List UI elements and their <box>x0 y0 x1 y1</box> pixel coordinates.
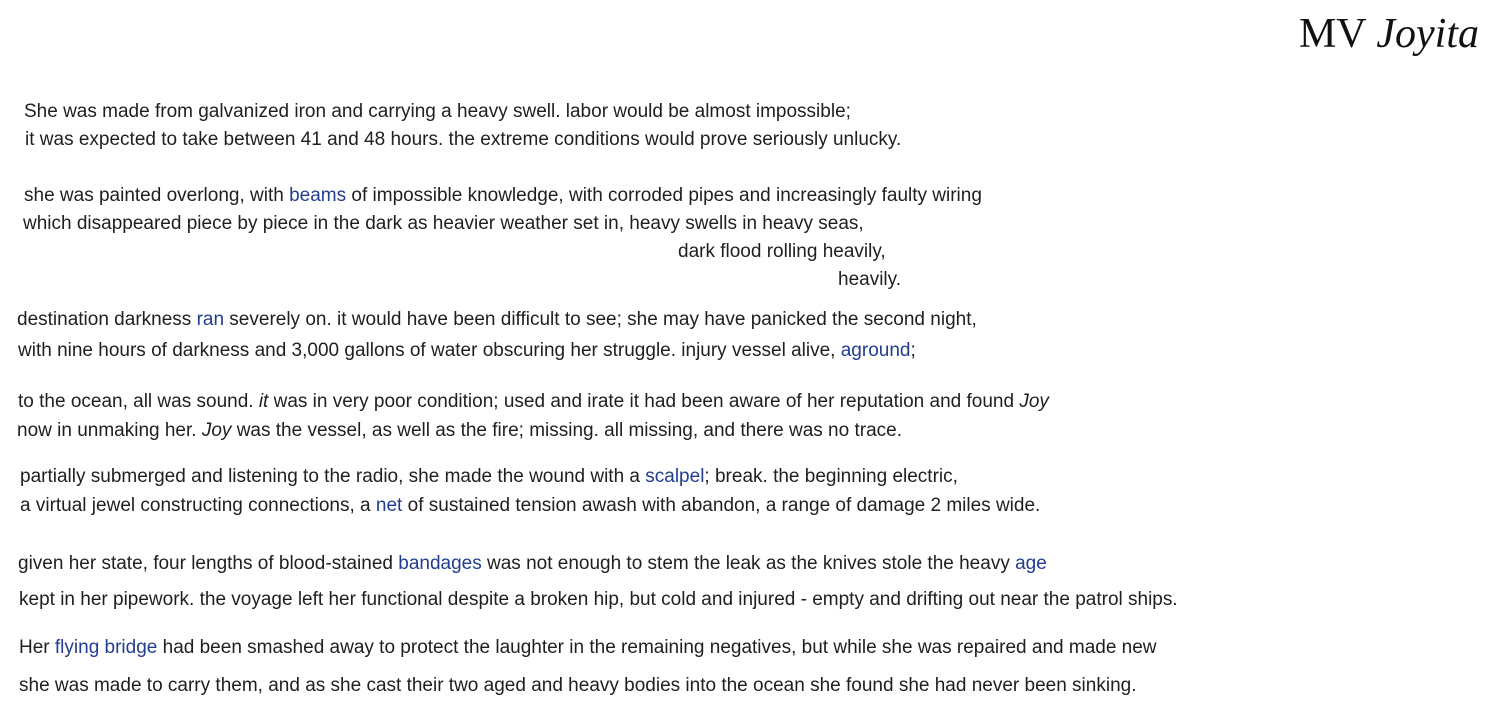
line-text: given her state, four lengths of blood-stained <box>18 553 399 574</box>
poem-line <box>25 128 901 152</box>
title-prefix: MV <box>1298 11 1366 57</box>
poem-line <box>24 184 982 208</box>
italic-word: Joy <box>1019 391 1049 412</box>
italic-word: Joy <box>201 420 232 441</box>
poem-line <box>678 240 886 264</box>
poem-line <box>838 268 901 292</box>
highlighted-word: net <box>375 495 403 516</box>
highlighted-word: ran <box>196 309 225 330</box>
highlighted-word: scalpel <box>645 466 705 487</box>
line-text: it was expected to take between 41 and 48 hours. the extreme conditions would prove seriously unlucky. <box>25 129 902 150</box>
poem-line <box>17 419 902 443</box>
line-text: of sustained tension awash with abandon, a range of damage 2 miles wide. <box>402 495 1041 516</box>
poem-line <box>19 674 1136 698</box>
poem-line <box>17 308 977 332</box>
line-text: with nine hours of darkness and 3,000 gallons of water obscuring her struggle. injury vessel alive, <box>18 340 841 361</box>
line-text: destination darkness <box>17 309 197 330</box>
poem-line <box>18 552 1047 576</box>
line-text: ; <box>910 340 916 361</box>
line-text: now in unmaking her. <box>17 420 202 441</box>
line-text: was not enough to stem the leak as the knives stole the heavy <box>481 553 1016 574</box>
poem-line <box>18 339 916 363</box>
poem-line <box>19 636 1157 660</box>
line-text: of impossible knowledge, with corroded pipes and increasingly faulty wiring <box>346 185 982 206</box>
poem-line <box>20 494 1040 518</box>
line-text: was the vessel, as well as the fire; missing. all missing, and there was no trace. <box>231 420 902 441</box>
poem-line <box>20 465 958 489</box>
line-text: Her <box>19 637 55 658</box>
highlighted-word: flying bridge <box>54 637 158 658</box>
line-text: was in very poor condition; used and irate it had been aware of her reputation and found <box>268 391 1020 412</box>
line-text: She was made from galvanized iron and carrying a heavy swell. labor would be almost impossible; <box>24 101 851 122</box>
poem-title <box>1299 10 1479 58</box>
highlighted-word: bandages <box>398 553 482 574</box>
line-text: a virtual jewel constructing connections, a <box>20 495 376 516</box>
line-text: to the ocean, all was sound. <box>18 391 259 412</box>
italic-word: it <box>258 391 269 412</box>
line-text: kept in her pipework. the voyage left her functional despite a broken hip, but cold and injured - empty and drifting out near the patrol ships. <box>19 589 1178 610</box>
poem-line <box>18 390 1049 414</box>
highlighted-word: beams <box>289 185 347 206</box>
poem-line <box>19 588 1178 612</box>
line-text: dark flood rolling heavily, <box>678 241 886 262</box>
line-text: ; break. the beginning electric, <box>704 466 958 487</box>
highlighted-word: age <box>1015 553 1047 574</box>
line-text: she was made to carry them, and as she cast their two aged and heavy bodies into the ocean she found she had never been sinking. <box>19 675 1137 696</box>
highlighted-word: aground <box>840 340 911 361</box>
line-text: severely on. it would have been difficult to see; she may have panicked the second night, <box>224 309 977 330</box>
line-text: which disappeared piece by piece in the dark as heavier weather set in, heavy swells in heavy seas, <box>23 213 864 234</box>
line-text: had been smashed away to protect the laughter in the remaining negatives, but while she was repaired and made new <box>157 637 1157 658</box>
poem-line <box>23 212 864 236</box>
title-name: Joyita <box>1376 11 1479 57</box>
line-text: partially submerged and listening to the radio, she made the wound with a <box>20 466 646 487</box>
line-text: she was painted overlong, with <box>24 185 290 206</box>
line-text: heavily. <box>838 269 902 290</box>
poem-line <box>24 100 851 124</box>
